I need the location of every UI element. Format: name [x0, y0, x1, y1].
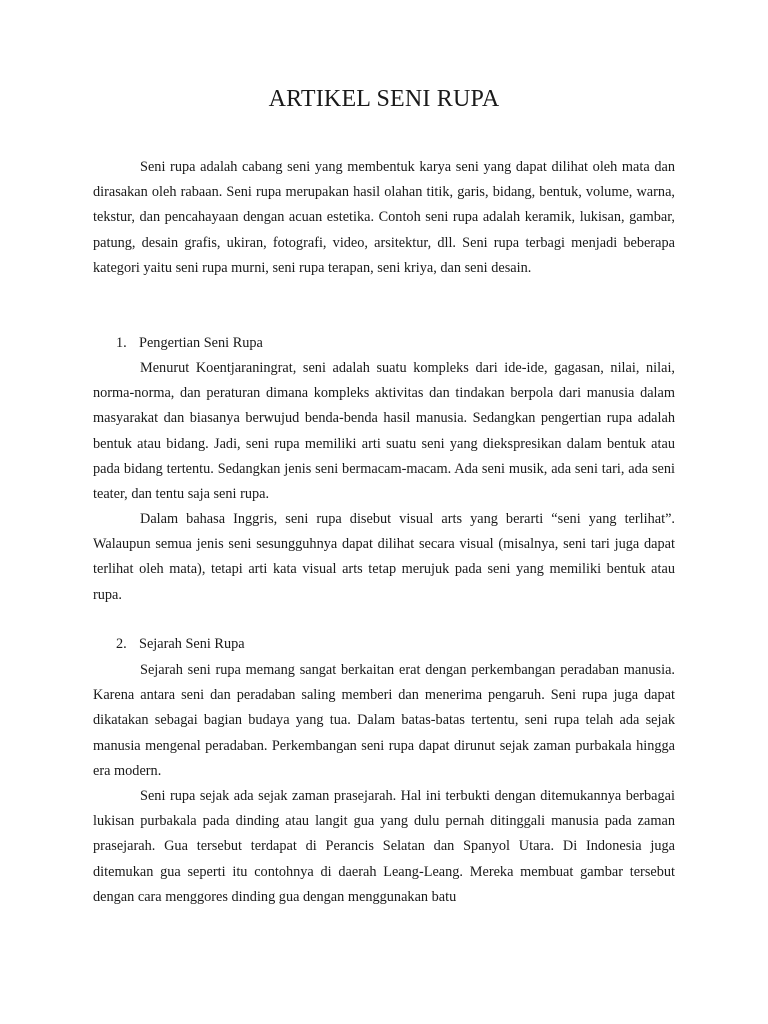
section-heading-sejarah: [116, 632, 245, 657]
section-title: Sejarah Seni Rupa: [139, 636, 245, 652]
sejarah-paragraph-2: Seni rupa sejak ada sejak zaman prasejarah. Hal ini terbukti dengan ditemukannya berbagai lukisan purbakala pada dinding atau langit gua yang dulu pernah ditinggali manusia pada zaman prasejarah. Gua tersebut terdapat di Perancis Selatan dan Spanyol Utara. Di Indonesia juga ditemukan gua seperti itu contohnya di daerah Leang-Leang. Mereka membuat gambar tersebut dengan cara menggores dinding gua dengan menggunakan batu: [93, 788, 675, 905]
document-title: ARTIKEL SENI RUPA: [268, 86, 500, 112]
section-heading-pengertian: [116, 331, 263, 356]
pengertian-paragraph-2: Dalam bahasa Inggris, seni rupa disebut visual arts yang berarti “seni yang terlihat”. Walaupun semua jenis seni sesungguhnya dapat dilihat secara visual (misalnya, seni tari juga dapat terlihat oleh mata), tetapi arti kata visual arts tetap merujuk pada seni yang memiliki bentuk atau rupa.: [93, 511, 675, 603]
section-title: Pengertian Seni Rupa: [139, 335, 263, 351]
section-number: 1.: [116, 335, 127, 351]
sejarah-paragraph-1: Sejarah seni rupa memang sangat berkaitan erat dengan perkembangan peradaban manusia. Karena antara seni dan peradaban saling memberi dan menerima pengaruh. Seni rupa juga dapat dikatakan sebagai bagian budaya yang tua. Dalam batas-batas tertentu, seni rupa telah ada sejak manusia mengenal peradaban. Perkembangan seni rupa dapat dirunut sejak zaman purbakala hingga era modern.: [93, 662, 675, 779]
section-number: 2.: [116, 636, 127, 652]
intro-paragraph: Seni rupa adalah cabang seni yang membentuk karya seni yang dapat dilihat oleh mata dan dirasakan oleh rabaan. Seni rupa merupakan hasil olahan titik, garis, bidang, bentuk, volume, warna, tekstur, dan pencahayaan dengan acuan estetika. Contoh seni rupa adalah keramik, lukisan, gambar, patung, desain grafis, ukiran, fotografi, video, arsitektur, dll. Seni rupa terbagi menjadi beberapa kategori yaitu seni rupa murni, seni rupa terapan, seni kriya, dan seni desain.: [93, 159, 675, 276]
pengertian-paragraph-1: Menurut Koentjaraningrat, seni adalah suatu kompleks dari ide-ide, gagasan, nilai, nilai, norma-norma, dan peraturan dimana kompleks aktivitas dan tindakan berpola dari manusia dalam masyarakat dan biasanya berwujud benda-benda hasil manusia. Sedangkan pengertian rupa adalah bentuk atau bidang. Jadi, seni rupa memiliki arti suatu seni yang diekspresikan dalam bentuk atau pada bidang tertentu. Sedangkan jenis seni bermacam-macam. Ada seni musik, ada seni tari, ada seni teater, dan tentu saja seni rupa.: [93, 360, 675, 503]
